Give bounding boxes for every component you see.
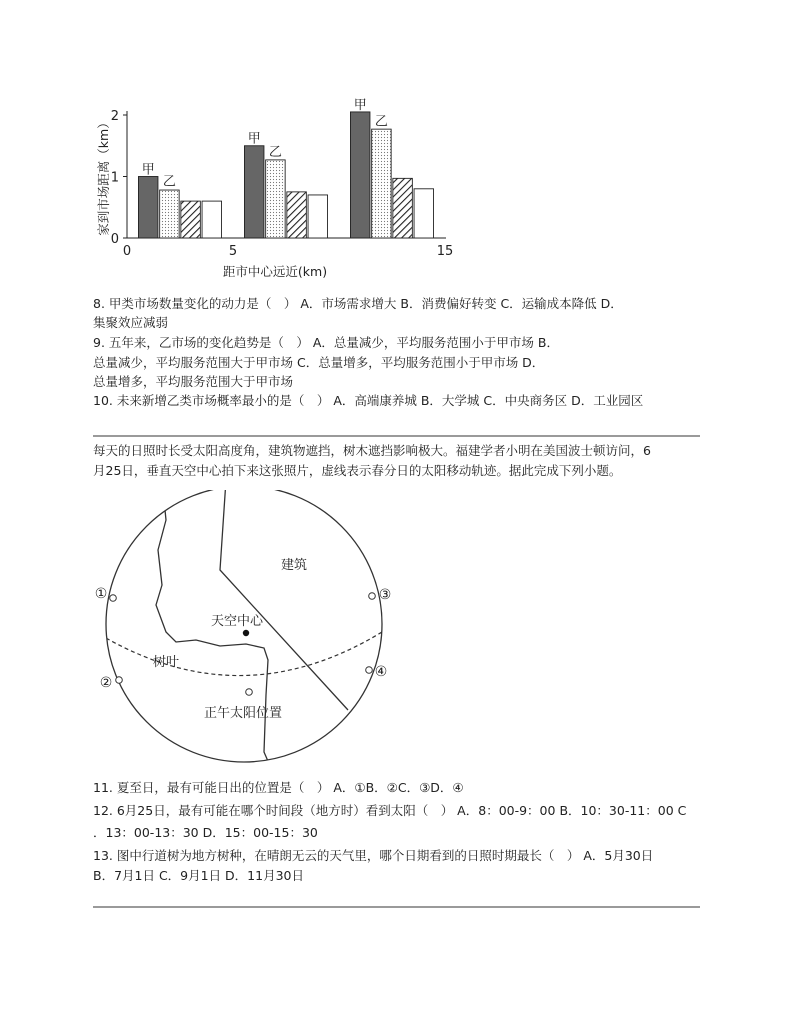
y-tick-label: 2 bbox=[110, 109, 119, 124]
bar-white bbox=[202, 201, 222, 238]
bar-white bbox=[414, 189, 434, 238]
question-12-line-1: 12. 6月25日，最有可能在哪个时间段（地方时）看到太阳（ ） A．8：00-9：00 B．10：30-11：00 C bbox=[93, 803, 687, 818]
intro-line-1: 每天的日照时长受太阳高度角，建筑物遮挡，树木遮挡影响极大。福建学者小明在美国波士顿访问，6 bbox=[93, 443, 651, 458]
bars bbox=[138, 112, 433, 238]
bar-series-label: 甲 bbox=[353, 97, 367, 113]
y-axis-label bbox=[96, 116, 111, 235]
bar-hatched bbox=[393, 178, 413, 238]
y-tick-label: 1 bbox=[110, 170, 119, 186]
bar-dotted bbox=[160, 190, 180, 238]
sky-center-point bbox=[243, 630, 249, 636]
bar-series-label: 甲 bbox=[247, 131, 261, 147]
question-9-line-1: 9. 五年来，乙市场的变化趋势是（ ） A．总量减少，平均服务范围小于甲市场 B． bbox=[93, 335, 559, 350]
bar-series-label: 乙 bbox=[374, 114, 388, 130]
question-8-line-2: 集聚效应减弱 bbox=[93, 315, 169, 330]
bar-chart bbox=[80, 85, 460, 285]
bar-hatched bbox=[181, 201, 201, 238]
section-divider bbox=[93, 435, 700, 437]
sky-center-label: 天空中心 bbox=[210, 614, 264, 629]
bottom-divider bbox=[93, 906, 700, 908]
bar-dotted bbox=[266, 160, 286, 238]
position-1-marker bbox=[110, 595, 117, 602]
bar-dark bbox=[138, 177, 158, 239]
bar-series-label: 乙 bbox=[162, 174, 176, 190]
position-2-label: ② bbox=[99, 675, 113, 691]
position-2-marker bbox=[116, 677, 123, 684]
x-tick-label: 15 bbox=[436, 244, 454, 259]
x-tick-label: 5 bbox=[228, 244, 238, 259]
sky-diagram bbox=[90, 490, 400, 770]
y-tick-label: 0 bbox=[110, 232, 119, 247]
bar-dark bbox=[350, 112, 370, 238]
bar-dark bbox=[244, 146, 264, 238]
tree-foliage-outline bbox=[156, 490, 274, 770]
position-3-marker bbox=[369, 593, 376, 600]
building-outline bbox=[220, 490, 348, 710]
equinox-sun-path bbox=[106, 632, 382, 676]
position-1-label: ① bbox=[94, 586, 108, 602]
position-4-marker bbox=[366, 667, 373, 674]
question-9-line-2: 总量减少，平均服务范围大于甲市场 C．总量增多，平均服务范围小于甲市场 D． bbox=[93, 355, 545, 370]
question-8-line-1: 8. 甲类市场数量变化的动力是（ ） A．市场需求增大 B．消费偏好转变 C．运输成本降低 D． bbox=[93, 296, 623, 311]
bar-white bbox=[308, 195, 328, 238]
leaves-label: 树叶 bbox=[152, 655, 180, 670]
position-3-label: ③ bbox=[378, 587, 392, 603]
position-4-label: ④ bbox=[374, 664, 388, 680]
building-label: 建筑 bbox=[280, 558, 308, 573]
question-10: 10. 未来新增乙类市场概率最小的是（ ） A．高端康养城 B．大学城 C．中央商务区 D．工业园区 bbox=[93, 393, 644, 408]
question-9-line-3: 总量增多，平均服务范围大于甲市场 bbox=[93, 374, 294, 389]
question-13-line-2: B．7月1日 C．9月1日 D．11月30日 bbox=[93, 868, 304, 883]
bar-hatched bbox=[287, 192, 307, 238]
y-axis-label-text: 家到市场距离（km） bbox=[96, 116, 111, 236]
bar-dotted bbox=[372, 129, 392, 238]
question-13-line-1: 13. 图中行道树为地方树种，在晴朗无云的天气里，哪个日期看到的日照时期最长（ ） A．5月30日 bbox=[93, 848, 654, 863]
question-11: 11. 夏至日，最有可能日出的位置是（ ） A．①B．②C．③D．④ bbox=[93, 780, 464, 795]
x-tick-label: 0 bbox=[122, 244, 132, 259]
bar-series-label: 乙 bbox=[268, 145, 282, 161]
question-12-line-2: ．13：00-13：30 D．15：00-15：30 bbox=[93, 825, 318, 840]
intro-line-2: 月25日，垂直天空中心拍下来这张照片，虚线表示春分日的太阳移动轨迹。据此完成下列小题。 bbox=[93, 463, 622, 478]
noon-sun-marker bbox=[246, 689, 253, 696]
bar-series-label: 甲 bbox=[141, 162, 155, 178]
noon-sun-label: 正午太阳位置 bbox=[203, 706, 283, 721]
x-axis-label: 距市中心远近(km) bbox=[222, 264, 328, 279]
